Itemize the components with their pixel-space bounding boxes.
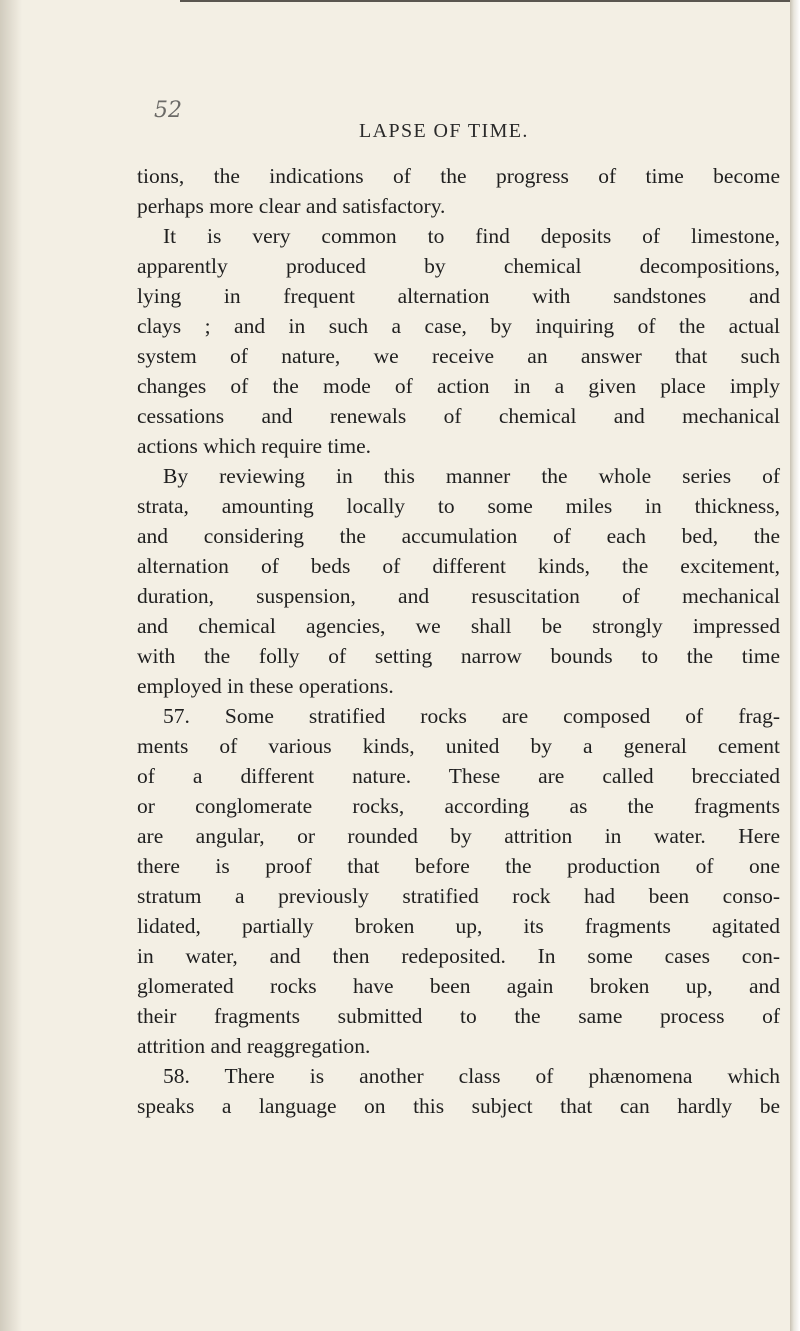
- text-line: stratum a previously stratified rock had been conso-: [137, 884, 780, 908]
- text-line: and considering the accumulation of each bed, the: [137, 524, 780, 548]
- text-line: perhaps more clear and satisfactory.: [137, 194, 446, 218]
- body-text: [137, 161, 780, 1121]
- text-line: of a different nature. These are called brecciated: [137, 764, 780, 788]
- text-line: speaks a language on this subject that can hardly be: [137, 1094, 780, 1118]
- text-line: alternation of beds of different kinds, the excitement,: [137, 554, 780, 578]
- text-line: and chemical agencies, we shall be strongly impressed: [137, 614, 780, 638]
- text-line: their fragments submitted to the same process of: [137, 1004, 780, 1028]
- text-line: It is very common to find deposits of limestone,: [163, 224, 780, 248]
- text-line: apparently produced by chemical decompositions,: [137, 254, 780, 278]
- running-head: [0, 98, 790, 142]
- text-line: lying in frequent alternation with sandstones and: [137, 284, 780, 308]
- text-line: with the folly of setting narrow bounds to the time: [137, 644, 780, 668]
- page-right-edge: [790, 0, 800, 1331]
- text-line: duration, suspension, and resuscitation of mechanical: [137, 584, 780, 608]
- text-line: glomerated rocks have been again broken up, and: [137, 974, 780, 998]
- text-line: attrition and reaggregation.: [137, 1034, 371, 1058]
- text-line: employed in these operations.: [137, 674, 394, 698]
- text-line: changes of the mode of action in a given place imply: [137, 374, 780, 398]
- text-line: ments of various kinds, united by a general cement: [137, 734, 780, 758]
- page-number: 52: [154, 98, 182, 123]
- gutter-shadow: [0, 0, 22, 1331]
- text-line: strata, amounting locally to some miles in thickness,: [137, 494, 780, 518]
- text-line: 58. There is another class of phænomena which: [163, 1064, 780, 1088]
- text-line: in water, and then redeposited. In some cases con-: [137, 944, 780, 968]
- running-title: LAPSE OF TIME.: [359, 120, 529, 142]
- text-line: actions which require time.: [137, 434, 372, 458]
- text-line: clays ; and in such a case, by inquiring of the actual: [137, 314, 780, 338]
- top-page-edge: [180, 0, 790, 2]
- text-line: or conglomerate rocks, according as the fragments: [137, 794, 780, 818]
- text-line: there is proof that before the production of one: [137, 854, 780, 878]
- text-line: By reviewing in this manner the whole series of: [163, 464, 780, 488]
- text-line: are angular, or rounded by attrition in water. Here: [137, 824, 780, 848]
- text-line: cessations and renewals of chemical and mechanical: [137, 404, 780, 428]
- text-line: tions, the indications of the progress of time become: [137, 164, 780, 188]
- text-line: system of nature, we receive an answer that such: [137, 344, 780, 368]
- text-line: lidated, partially broken up, its fragments agitated: [137, 914, 780, 938]
- text-line: 57. Some stratified rocks are composed of frag-: [163, 704, 780, 728]
